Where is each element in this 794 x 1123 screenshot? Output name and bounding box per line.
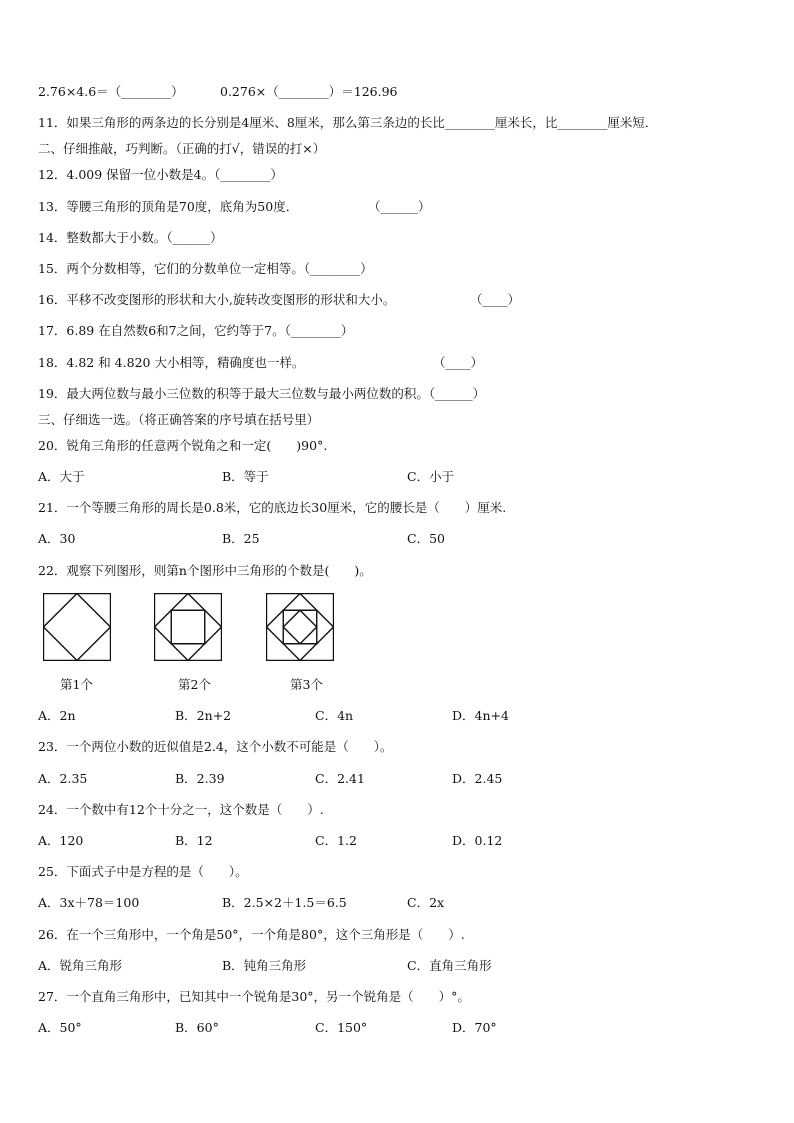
q22-figure-1 — [43, 593, 111, 661]
question-19: 19．最大两位数与最小三位数的积等于最大三位数与最小两位数的积。（______） — [38, 386, 486, 401]
q22-option-a: A．2n — [38, 708, 76, 723]
q25-option-b: B．2.5×2＋1.5＝6.5 — [222, 895, 347, 910]
q20-option-c: C．小于 — [407, 469, 455, 484]
question-20: 20．锐角三角形的任意两个锐角之和一定( )90°. — [38, 438, 328, 453]
question-15: 15．两个分数相等，它们的分数单位一定相等。（________） — [38, 261, 373, 276]
q20-option-b: B．等于 — [222, 469, 269, 484]
q22-figure-3 — [266, 593, 334, 661]
q26-option-c: C．直角三角形 — [407, 958, 492, 973]
q10-expression-1: 2.76×4.6＝（________） — [38, 84, 184, 99]
q22-figure-2 — [154, 593, 222, 661]
q27-option-c: C．150° — [315, 1020, 368, 1035]
question-18: 18．4.82 和 4.820 大小相等，精确度也一样。 — [38, 355, 305, 370]
q24-option-b: B．12 — [175, 833, 213, 848]
q22-option-c: C．4n — [315, 708, 354, 723]
q25-option-c: C．2x — [407, 895, 445, 910]
q21-option-c: C．50 — [407, 531, 445, 546]
q25-option-a: A．3x＋78＝100 — [38, 895, 140, 910]
question-27: 27．一个直角三角形中，已知其中一个锐角是30°，另一个锐角是（ ）°。 — [38, 989, 470, 1004]
q21-option-a: A．30 — [38, 531, 76, 546]
question-14: 14．整数都大于小数。（______） — [38, 230, 223, 245]
section-3-heading: 三、仔细选一选。（将正确答案的序号填在括号里） — [38, 412, 320, 427]
q22-caption-2: 第2个 — [178, 677, 211, 692]
q22-option-b: B．2n+2 — [175, 708, 232, 723]
q24-option-d: D．0.12 — [452, 833, 503, 848]
q26-option-b: B．钝角三角形 — [222, 958, 307, 973]
question-26: 26．在一个三角形中，一个角是50°，一个角是80°，这个三角形是（ ）. — [38, 927, 465, 942]
question-22: 22．观察下列图形，则第n个图形中三角形的个数是( )。 — [38, 563, 372, 578]
q24-option-a: A．120 — [38, 833, 84, 848]
question-16: 16．平移不改变图形的形状和大小,旋转改变图形的形状和大小。 — [38, 292, 396, 307]
question-16-blank: （____） — [470, 292, 521, 307]
question-18-blank: （____） — [433, 355, 484, 370]
q20-option-a: A．大于 — [38, 469, 85, 484]
q23-option-c: C．2.41 — [315, 771, 365, 786]
q27-option-a: A．50° — [38, 1020, 82, 1035]
q23-option-a: A．2.35 — [38, 771, 88, 786]
section-2-heading: 二、仔细推敲，巧判断。（正确的打√，错误的打×） — [38, 141, 326, 156]
question-24: 24．一个数中有12个十分之一，这个数是（ ）. — [38, 802, 324, 817]
q27-option-d: D．70° — [452, 1020, 497, 1035]
q23-option-d: D．2.45 — [452, 771, 503, 786]
question-17: 17．6.89 在自然数6和7之间，它约等于7。（________） — [38, 323, 354, 338]
q22-caption-3: 第3个 — [290, 677, 323, 692]
q24-option-c: C．1.2 — [315, 833, 357, 848]
question-13-blank: （______） — [368, 199, 431, 214]
q10-expression-2: 0.276×（________）＝126.96 — [220, 84, 398, 99]
question-13: 13．等腰三角形的顶角是70度，底角为50度． — [38, 199, 299, 214]
q26-option-a: A．锐角三角形 — [38, 958, 123, 973]
question-25: 25．下面式子中是方程的是（ ）。 — [38, 864, 248, 879]
q21-option-b: B．25 — [222, 531, 260, 546]
q23-option-b: B．2.39 — [175, 771, 225, 786]
question-12: 12．4.009 保留一位小数是4。（________） — [38, 167, 283, 182]
question-23: 23．一个两位小数的近似值是2.4，这个小数不可能是（ ）。 — [38, 739, 393, 754]
question-11: 11．如果三角形的两条边的长分别是4厘米、8厘米，那么第三条边的长比________厘米长，比________厘米短． — [38, 115, 658, 130]
q27-option-b: B．60° — [175, 1020, 219, 1035]
q22-caption-1: 第1个 — [60, 677, 93, 692]
question-21: 21．一个等腰三角形的周长是0.8米，它的底边长30厘米，它的腰长是（ ）厘米. — [38, 500, 507, 515]
q22-option-d: D．4n+4 — [452, 708, 509, 723]
